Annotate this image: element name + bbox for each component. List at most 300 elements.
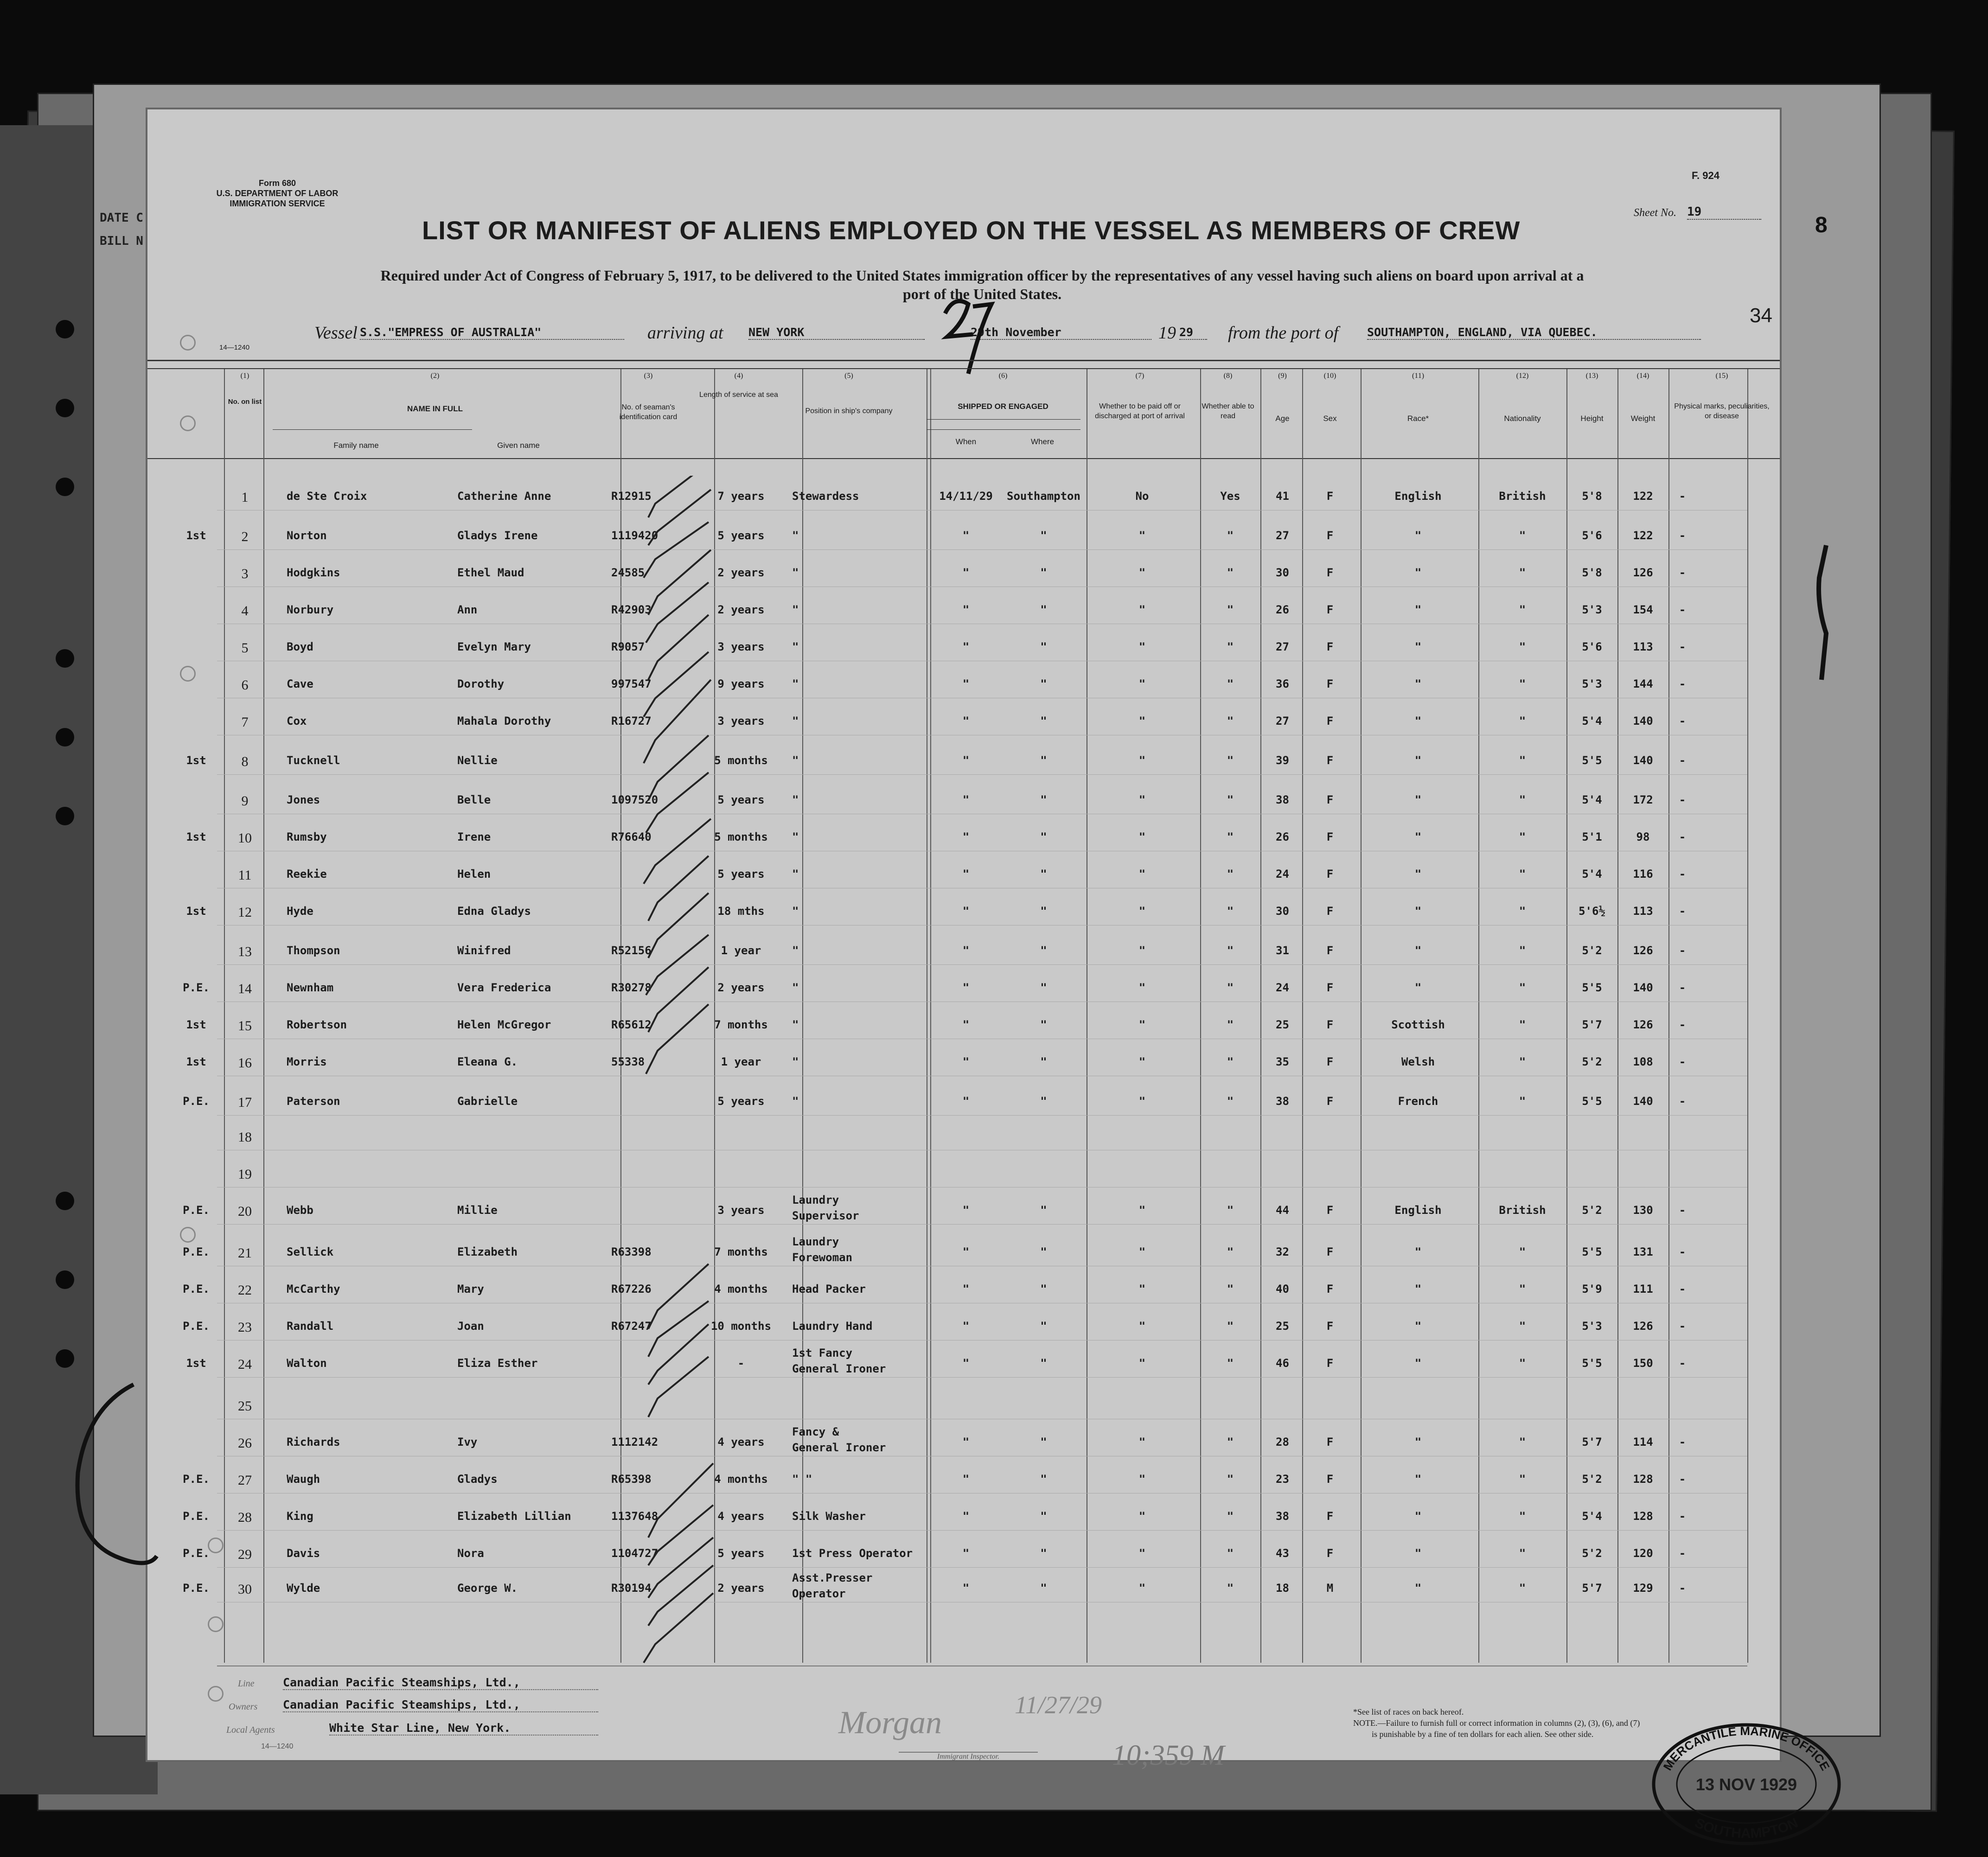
cell-marks: - [1679,715,1686,727]
cell-cls: P.E. [183,981,210,994]
column-number: (14) [1636,372,1649,380]
cell-when: " [962,905,970,918]
cell-where: " [1040,677,1047,690]
cell-no: 22 [238,1283,252,1298]
cell-where: " [1040,1547,1047,1560]
table-top-rule [147,368,1780,369]
cell-sex: F [1326,603,1334,616]
cell-height: 5'6½ [1579,905,1605,918]
from-port: SOUTHAMPTON, ENGLAND, VIA QUEBEC. [1367,325,1701,340]
cell-service: 7 years [717,490,765,503]
cell-position-line2: Supervisor [792,1209,859,1222]
cell-height: 5'3 [1582,1320,1602,1333]
header-shipped: SHIPPED OR ENGAGED [958,402,1048,411]
cell-paid: " [1138,868,1146,881]
cell-race: " [1414,981,1422,994]
cell-position: " [792,868,799,881]
cell-read: " [1227,529,1234,542]
cell-marks: - [1679,1320,1686,1333]
mercantile-marine-stamp [1649,1719,1844,1849]
cell-age: 36 [1276,677,1289,690]
cell-position: Asst.Presser [792,1571,873,1584]
punch-mark [180,666,196,682]
cell-service: 1 year [721,1055,761,1068]
column-rule [930,369,931,1663]
cell-age: 46 [1276,1357,1289,1370]
cell-height: 5'9 [1582,1283,1602,1295]
left-label: BILL N [100,234,143,248]
cell-no: 28 [238,1510,252,1525]
cell-no: 20 [238,1204,252,1219]
cell-age: 31 [1276,944,1289,957]
cell-family: Hyde [287,905,313,918]
cell-no: 15 [238,1018,252,1034]
cell-paid: " [1138,566,1146,579]
cell-when: " [962,1283,970,1295]
column-rule [1478,369,1479,1663]
cell-age: 24 [1276,981,1289,994]
cell-paid: " [1138,754,1146,767]
owners-value: Canadian Pacific Steamships, Ltd., [283,1698,598,1712]
table-top-rule [147,360,1780,361]
cell-marks: - [1679,640,1686,653]
cell-service: 3 years [717,1204,765,1217]
cell-age: 18 [1276,1582,1289,1595]
cell-marks: - [1679,529,1686,542]
cell-read: " [1227,1055,1234,1068]
form-code: 14—1240 [219,344,250,351]
cell-no: 26 [238,1436,252,1451]
cell-race: " [1414,868,1422,881]
cell-paid: " [1138,905,1146,918]
cell-marks: - [1679,603,1686,616]
cell-no: 5 [241,640,249,656]
cell-given: Gabrielle [457,1095,518,1108]
cell-position: " " [792,1473,812,1486]
row-rule [217,964,1747,965]
cell-read: " [1227,1245,1234,1258]
cell-no: 29 [238,1547,252,1562]
cell-sex: F [1326,640,1334,653]
cell-sex: F [1326,944,1334,957]
inspector-date: 11/27/29 [1015,1691,1102,1719]
cell-sex: F [1326,830,1334,843]
row-rule [217,1377,1747,1378]
cell-given: Vera Frederica [457,981,551,994]
cell-weight: 120 [1633,1547,1653,1560]
column-rule [1361,369,1362,1663]
cell-height: 5'8 [1582,490,1602,503]
cell-given: Gladys Irene [457,529,538,542]
cell-given: Nellie [457,754,498,767]
cell-family: Newnham [287,981,334,994]
cell-when: " [962,1436,970,1449]
cell-nat: " [1519,1095,1526,1108]
cell-marks: - [1679,1283,1686,1295]
cell-where: " [1040,944,1047,957]
stamp-date: 13 NOV 1929 [1695,1775,1797,1794]
cell-sex: F [1326,490,1334,503]
cell-read: " [1227,1320,1234,1333]
form-number: Form 680 [258,179,296,188]
cell-weight: 126 [1633,1018,1653,1031]
cell-paid: " [1138,640,1146,653]
cell-when: " [962,1473,970,1486]
cell-read: " [1227,603,1234,616]
header-bottom-rule [147,458,1780,459]
cell-weight: 128 [1633,1510,1653,1523]
row-rule [217,549,1747,550]
cell-position: " [792,529,799,542]
cell-given: Gladys [457,1473,498,1486]
column-rule [620,369,621,1663]
cell-sex: F [1326,529,1334,542]
cell-paid: " [1138,1473,1146,1486]
cell-card: R67247 [611,1320,652,1333]
cell-paid: " [1138,1055,1146,1068]
cell-height: 5'2 [1582,1547,1602,1560]
cell-position: Fancy & [792,1425,839,1438]
cell-no: 12 [238,905,252,920]
cell-family: Cox [287,715,307,727]
cell-no: 7 [241,715,249,730]
cell-sex: F [1326,1055,1334,1068]
cell-weight: 98 [1636,830,1650,843]
cell-marks: - [1679,830,1686,843]
cell-marks: - [1679,490,1686,503]
cell-read: " [1227,1510,1234,1523]
cell-weight: 130 [1633,1204,1653,1217]
cell-position: " [792,603,799,616]
cell-paid: " [1138,529,1146,542]
year-prefix: 19 [1158,323,1176,343]
cell-sex: F [1326,793,1334,806]
cell-no: 25 [238,1398,252,1414]
cell-height: 5'8 [1582,566,1602,579]
cell-given: Elizabeth Lillian [457,1510,571,1523]
column-rule [1200,369,1201,1663]
cell-when: " [962,1320,970,1333]
cell-nat: " [1519,1018,1526,1031]
cell-read: " [1227,868,1234,881]
cell-card: R30278 [611,981,652,994]
header-sub-rule [927,429,1080,430]
cell-marks: - [1679,677,1686,690]
cell-height: 5'2 [1582,944,1602,957]
cell-card: 24585 [611,566,645,579]
cell-age: 24 [1276,868,1289,881]
cell-paid: " [1138,981,1146,994]
cell-read: " [1227,1018,1234,1031]
cell-where: " [1040,793,1047,806]
cell-card: R30194 [611,1582,652,1595]
cell-race: " [1414,715,1422,727]
cell-weight: 144 [1633,677,1653,690]
cell-cls: 1st [186,529,206,542]
cell-service: 4 years [717,1436,765,1449]
cell-nat: " [1519,1510,1526,1523]
column-number: (1) [240,372,249,380]
cell-no: 6 [241,677,249,693]
cell-when: " [962,640,970,653]
cell-race: " [1414,1547,1422,1560]
cell-paid: " [1138,1547,1146,1560]
cell-family: Norton [287,529,327,542]
cell-marks: - [1679,1095,1686,1108]
cell-height: 5'6 [1582,529,1602,542]
cell-weight: 116 [1633,868,1653,881]
cell-card: R42903 [611,603,652,616]
cell-nat: " [1519,754,1526,767]
binder-hole [56,728,74,747]
cell-service: 5 months [714,754,768,767]
form-header [212,178,342,209]
cell-when: " [962,1547,970,1560]
cell-service: 2 years [717,1582,765,1595]
cell-given: Dorothy [457,677,505,690]
cell-position: Laundry [792,1193,839,1206]
cell-sex: F [1326,905,1334,918]
cell-read: " [1227,1547,1234,1560]
column-rule [1566,369,1567,1663]
cell-where: " [1040,868,1047,881]
cell-nat: " [1519,566,1526,579]
handwritten-mark [1808,541,1840,689]
column-number: (4) [734,372,743,380]
sheet-label: Sheet No. [1634,207,1676,219]
cell-read: " [1227,793,1234,806]
cell-paid: " [1138,1283,1146,1295]
cell-age: 43 [1276,1547,1289,1560]
cell-position: " [792,981,799,994]
cell-nat: " [1519,944,1526,957]
cell-height: 5'2 [1582,1204,1602,1217]
cell-height: 5'5 [1582,981,1602,994]
cell-weight: 108 [1633,1055,1653,1068]
cell-age: 30 [1276,566,1289,579]
header-given-name: Given name [497,441,540,450]
cell-service: 3 years [717,640,765,653]
inspector-signature: Morgan [838,1705,942,1741]
handwritten-number: 10;359 M [1112,1740,1225,1771]
cell-height: 5'3 [1582,677,1602,690]
cell-nat: British [1499,490,1546,503]
cell-marks: - [1679,1357,1686,1370]
cell-family: Rumsby [287,830,327,843]
left-label: DATE C [100,211,143,225]
header-height: Height [1580,414,1604,423]
cell-age: 26 [1276,603,1289,616]
cell-weight: 140 [1633,754,1653,767]
header-paid-off: Whether to be paid off or discharged at port of arrival [1095,402,1185,420]
cell-read: " [1227,905,1234,918]
stamp-bottom-text: SOUTHAMPTON [1692,1815,1801,1842]
cell-marks: - [1679,1582,1686,1595]
cell-marks: - [1679,1436,1686,1449]
cell-weight: 140 [1633,981,1653,994]
from-label: from the port of [1228,323,1339,343]
cell-marks: - [1679,1055,1686,1068]
cell-when: " [962,603,970,616]
binder-hole [56,1270,74,1289]
cell-family: Robertson [287,1018,347,1031]
cell-given: Winifred [457,944,511,957]
cell-no: 27 [238,1473,252,1488]
cell-service: 2 years [717,981,765,994]
cell-sex: F [1326,677,1334,690]
cell-height: 5'5 [1582,754,1602,767]
cell-card: R16727 [611,715,652,727]
cell-where: " [1040,715,1047,727]
cell-race: " [1414,529,1422,542]
row-rule [217,1115,1747,1116]
binder-hole [56,1192,74,1210]
cell-height: 5'7 [1582,1582,1602,1595]
cell-family: Webb [287,1204,313,1217]
header-able-read: Whether able to read [1202,402,1254,420]
cell-cls: 1st [186,830,206,843]
cell-marks: - [1679,1245,1686,1258]
cell-nat: British [1499,1204,1546,1217]
header-no-on-list: No. on list [228,398,262,406]
cell-sex: F [1326,1473,1334,1486]
cell-marks: - [1679,1204,1686,1217]
cell-sex: F [1326,1510,1334,1523]
binder-hole [56,399,74,417]
cell-cls: P.E. [183,1547,210,1560]
cell-sex: F [1326,754,1334,767]
cell-read: " [1227,677,1234,690]
cell-card: R65612 [611,1018,652,1031]
cell-service: 18 mths [717,905,765,918]
cell-given: Edna Gladys [457,905,531,918]
arrival-date: 29th November [971,325,1151,340]
cell-when: " [962,981,970,994]
cell-read: " [1227,754,1234,767]
cell-when: " [962,1204,970,1217]
cell-given: Joan [457,1320,484,1333]
cell-cls: P.E. [183,1473,210,1486]
cell-when: " [962,1095,970,1108]
page-title: LIST OR MANIFEST OF ALIENS EMPLOYED ON THE VESSEL AS MEMBERS OF CREW [422,216,1521,245]
cell-where: " [1040,1055,1047,1068]
stamp-top-text: MERCANTILE MARINE OFFICE [1660,1723,1833,1773]
cell-height: 5'4 [1582,793,1602,806]
cell-when: " [962,1245,970,1258]
footer-code: 14—1240 [261,1742,294,1750]
cell-nat: " [1519,868,1526,881]
cell-where: " [1040,1245,1047,1258]
cell-where: " [1040,754,1047,767]
header-physical-marks: Physical marks, peculiarities, or disease [1674,402,1770,420]
cell-family: Norbury [287,603,334,616]
column-number: (15) [1715,372,1728,380]
cell-card: 55338 [611,1055,645,1068]
cell-when: 14/11/29 [939,490,993,503]
cell-where: Southampton [1007,490,1080,503]
owners-label: Owners [229,1702,258,1712]
cell-paid: " [1138,715,1146,727]
cell-read: " [1227,1204,1234,1217]
edge-mark: 8 [1815,213,1828,237]
cell-read: " [1227,1582,1234,1595]
cell-service: 5 years [717,868,765,881]
cell-sex: F [1326,1547,1334,1560]
cell-read: " [1227,944,1234,957]
cell-race: English [1394,490,1442,503]
cell-given: Helen McGregor [457,1018,551,1031]
cell-nat: " [1519,640,1526,653]
cell-race: " [1414,1245,1422,1258]
cell-age: 27 [1276,715,1289,727]
cell-age: 27 [1276,529,1289,542]
column-rule [1747,369,1748,1663]
agents-label: Local Agents [226,1725,275,1735]
cell-card: R67226 [611,1283,652,1295]
cell-sex: F [1326,566,1334,579]
cell-sex: F [1326,981,1334,994]
cell-read: " [1227,981,1234,994]
cell-marks: - [1679,1547,1686,1560]
binder-hole [56,807,74,825]
cell-marks: - [1679,1510,1686,1523]
cell-no: 16 [238,1055,252,1071]
cell-family: Tucknell [287,754,340,767]
cell-read: " [1227,1436,1234,1449]
punch-mark [208,1686,224,1702]
cell-age: 39 [1276,754,1289,767]
cell-height: 5'6 [1582,640,1602,653]
cell-given: Nora [457,1547,484,1560]
cell-cls: P.E. [183,1095,210,1108]
cell-family: Waugh [287,1473,320,1486]
cell-given: Helen [457,868,491,881]
cell-nat: " [1519,830,1526,843]
binder-hole [56,478,74,496]
cell-nat: " [1519,1320,1526,1333]
cell-service: 5 months [714,830,768,843]
cell-service: 7 months [714,1018,768,1031]
cell-height: 5'7 [1582,1018,1602,1031]
cell-position: " [792,677,799,690]
cell-where: " [1040,830,1047,843]
cell-age: 26 [1276,830,1289,843]
cell-paid: " [1138,1204,1146,1217]
cell-family: Wylde [287,1582,320,1595]
cell-where: " [1040,1473,1047,1486]
cell-height: 5'4 [1582,715,1602,727]
cell-position-line2: General Ironer [792,1362,886,1375]
cell-marks: - [1679,793,1686,806]
cell-position: Stewardess [792,490,859,503]
cell-when: " [962,944,970,957]
cell-service: 7 months [714,1245,768,1258]
manifest-sheet [147,109,1833,1842]
cell-given: Belle [457,793,491,806]
cell-sex: M [1326,1582,1334,1595]
cell-card: R9057 [611,640,645,653]
cell-where: " [1040,905,1047,918]
cell-nat: " [1519,1547,1526,1560]
cell-card: R63398 [611,1245,652,1258]
cell-weight: 150 [1633,1357,1653,1370]
cell-race: " [1414,566,1422,579]
cell-family: King [287,1510,313,1523]
cell-family: Sellick [287,1245,334,1258]
cell-paid: " [1138,1095,1146,1108]
row-rule [217,1224,1747,1225]
cell-paid: " [1138,1582,1146,1595]
